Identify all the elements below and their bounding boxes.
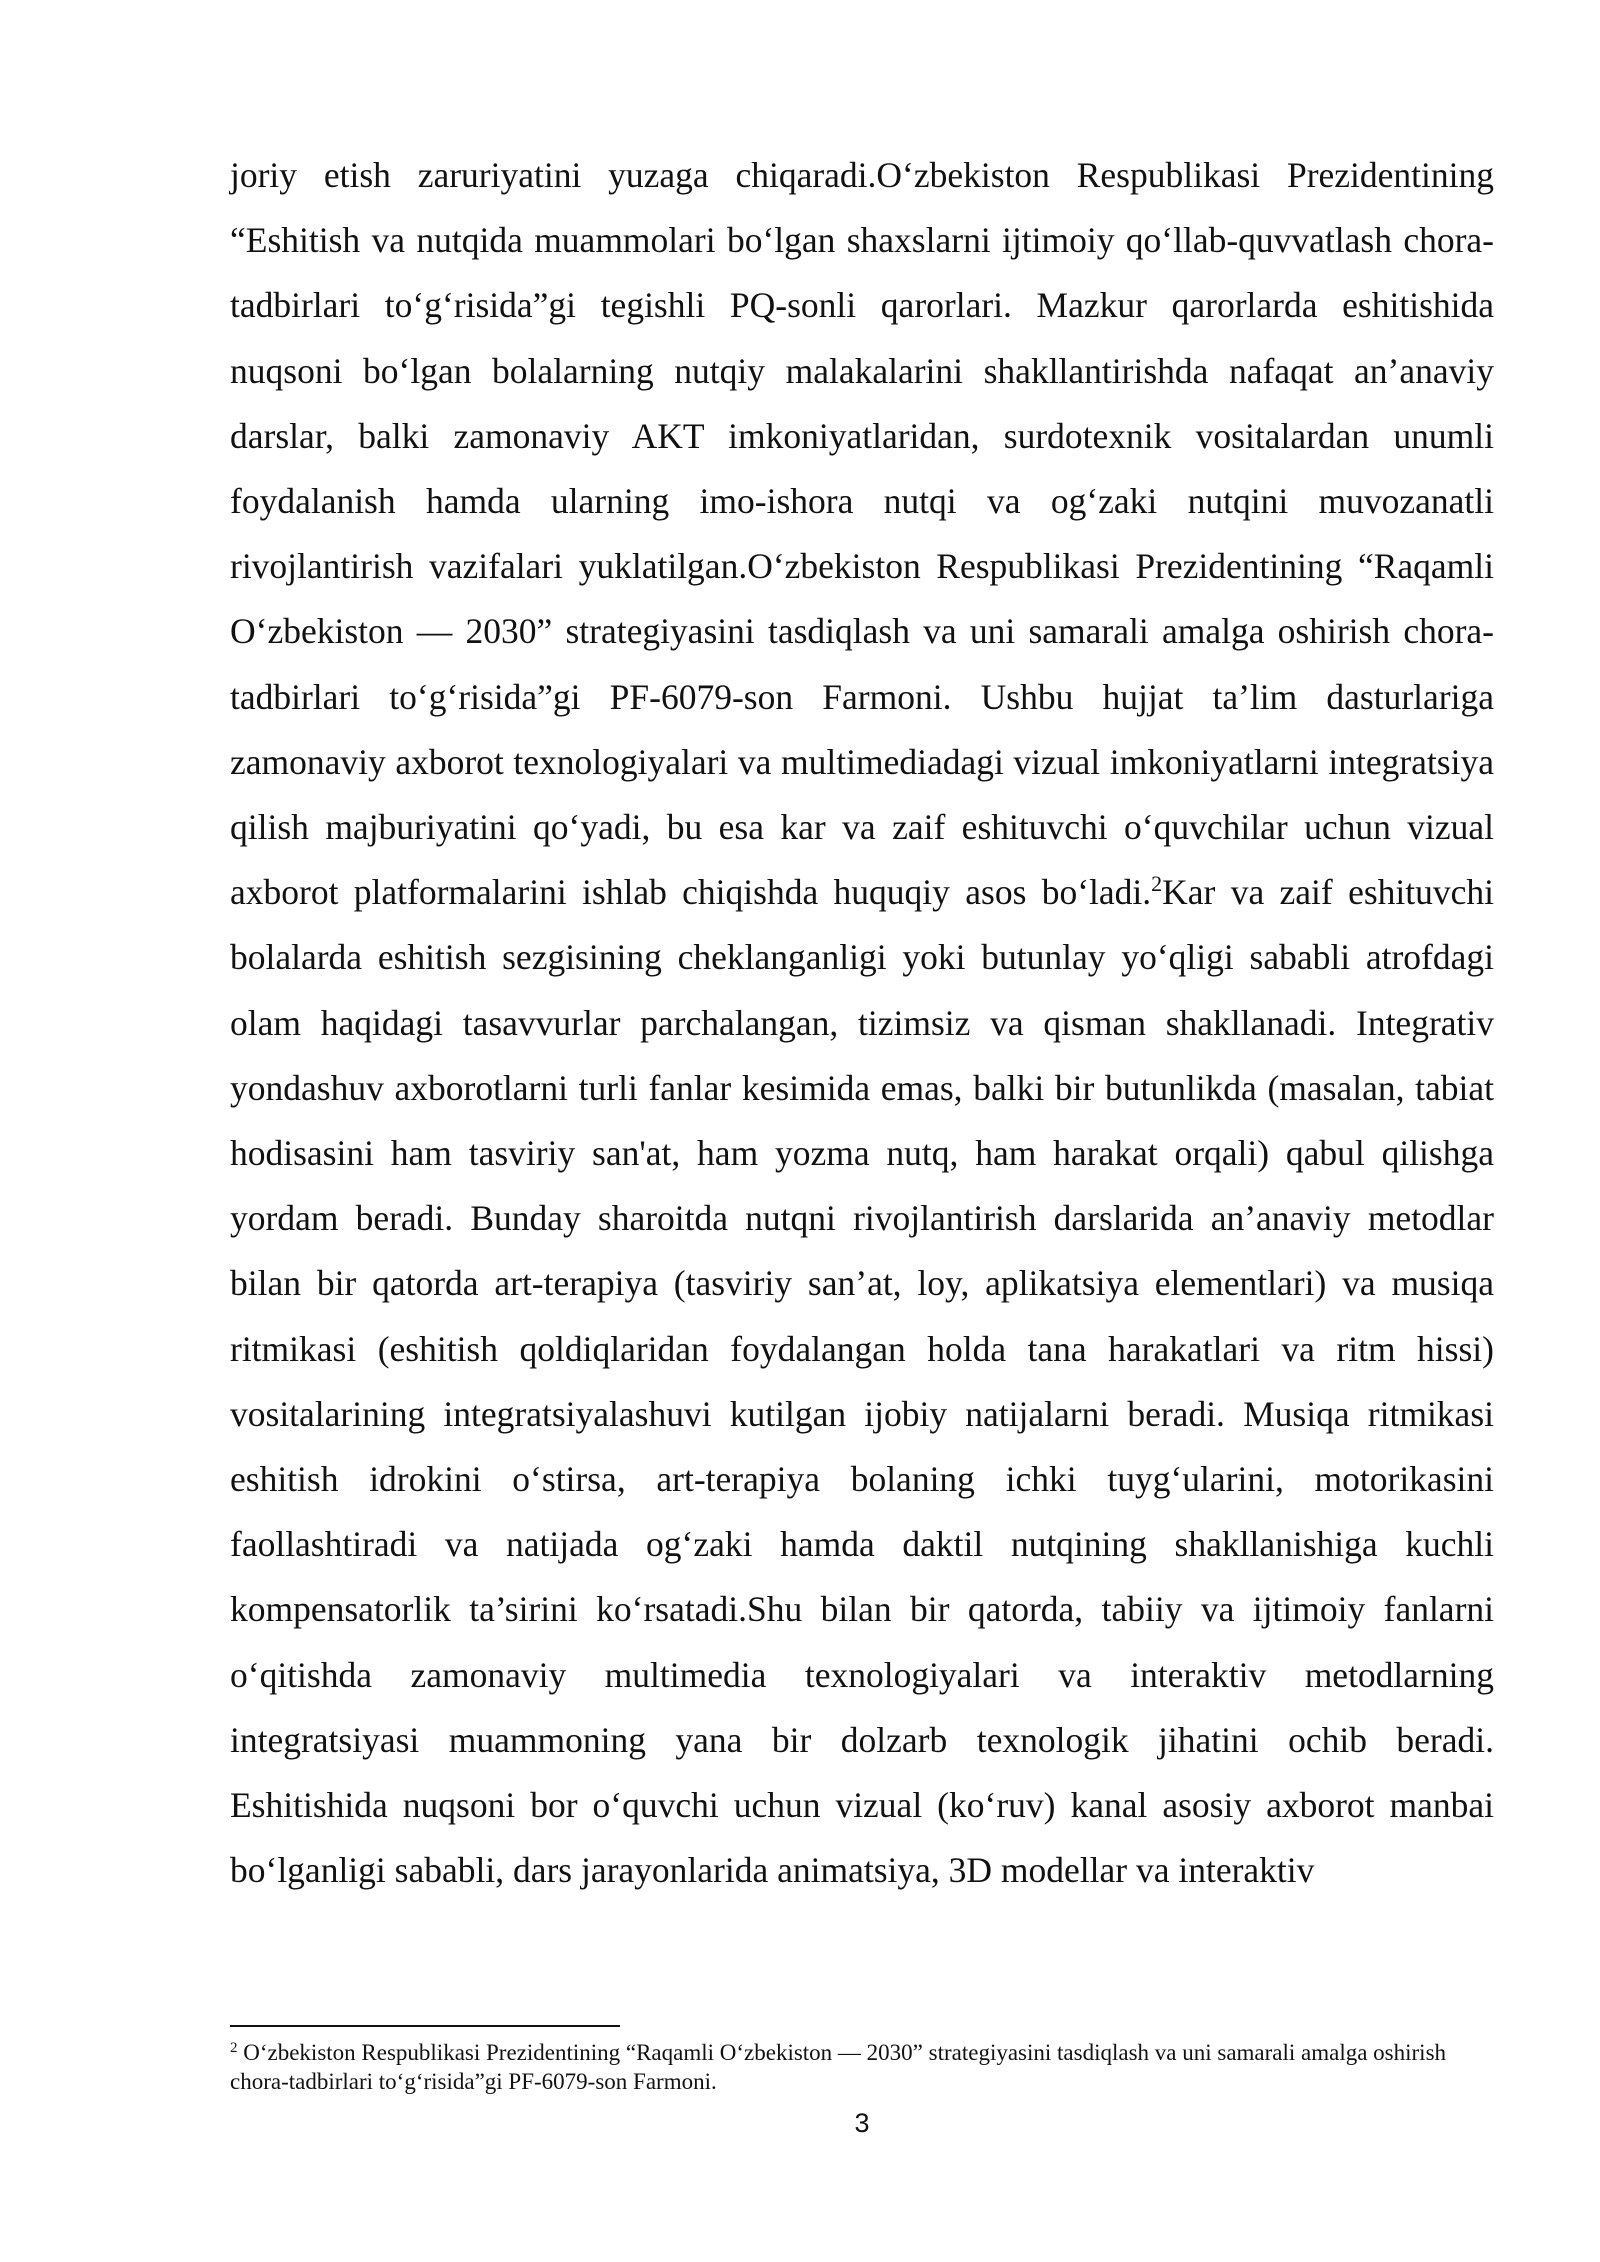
footnote: [230, 2038, 1494, 2096]
footnote-number: 2: [230, 2040, 238, 2056]
footnote-separator: [230, 2025, 620, 2027]
paragraph-text-part-1: joriy etish zaruriyatini yuzaga chiqaradi.O‘zbekiston Respublikasi Prezidentining “Eshitish va nutqida muammolari bo‘lgan shaxslarni ijtimoiy qo‘llab-quvvatlash chora-tadbirlari to‘g‘risida”gi tegishli PQ-sonli qarorlari. Mazkur qarorlarda eshitishida nuqsoni bo‘lgan bolalarning nutqiy malakalarini shakllantirishda nafaqat an’anaviy darslar, balki zamonaviy AKT imkoniyatlaridan, surdotexnik vositalardan unumli foydalanish hamda ularning imo-ishora nutqi va og‘zaki nutqini muvozanatli rivojlantirish vazifalari yuklatilgan.O‘zbekiston Respublikasi Prezidentining “Raqamli O‘zbekiston — 2030” strategiyasini tasdiqlash va uni samarali amalga oshirish chora-tadbirlari to‘g‘risida”gi PF-6079-son Farmoni. Ushbu hujjat ta’lim dasturlariga zamonaviy axborot texnologiyalari va multimediadagi vizual imkoniyatlarni integratsiya qilish majburiyatini qo‘yadi, bu esa kar va zaif eshituvchi o‘quvchilar uchun vizual axborot platformalarini ishlab chiqishda huquqiy asos bo‘ladi.: [230, 155, 1494, 913]
body-paragraph: [230, 143, 1494, 1903]
footnote-reference[interactable]: 2: [1151, 871, 1163, 897]
footnote-text: O‘zbekiston Respublikasi Prezidentining “Raqamli O‘zbekiston — 2030” strategiyasini tasdiqlash va uni samarali amalga oshirish chora-tadbirlari to‘g‘risida”gi PF-6079-son Farmoni.: [230, 2040, 1447, 2094]
paragraph-text-part-2: Kar va zaif eshituvchi bolalarda eshitish sezgisining cheklanganligi yoki butunlay yo‘qligi sababli atrofdagi olam haqidagi tasavvurlar parchalangan, tizimsiz va qisman shakllanadi. Integrativ yondashuv axborotlarni turli fanlar kesimida emas, balki bir butunlikda (masalan, tabiat hodisasini ham tasviriy san'at, ham yozma nutq, ham harakat orqali) qabul qilishga yordam beradi. Bunday sharoitda nutqni rivojlantirish darslarida an’anaviy metodlar bilan bir qatorda art-terapiya (tasviriy san’at, loy, aplikatsiya elementlari) va musiqa ritmikasi (eshitish qoldiqlaridan foydalangan holda tana harakatlari va ritm hissi) vositalarining integratsiyalashuvi kutilgan ijobiy natijalarni beradi. Musiqa ritmikasi eshitish idrokini o‘stirsa, art-terapiya bolaning ichki tuyg‘ularini, motorikasini faollashtiradi va natijada og‘zaki hamda daktil nutqining shakllanishiga kuchli kompensatorlik ta’sirini ko‘rsatadi.Shu bilan bir qatorda, tabiiy va ijtimoiy fanlarni o‘qitishda zamonaviy multimedia texnologiyalari va interaktiv metodlarning integratsiyasi muammoning yana bir dolzarb texnologik jihatini ochib beradi. Eshitishida nuqsoni bor o‘quvchi uchun vizual (ko‘ruv) kanal asosiy axborot manbai bo‘lganligi sababli, dars jarayonlarida animatsiya, 3D modellar va interaktiv: [230, 872, 1494, 1891]
page-number: 3: [854, 2108, 870, 2138]
